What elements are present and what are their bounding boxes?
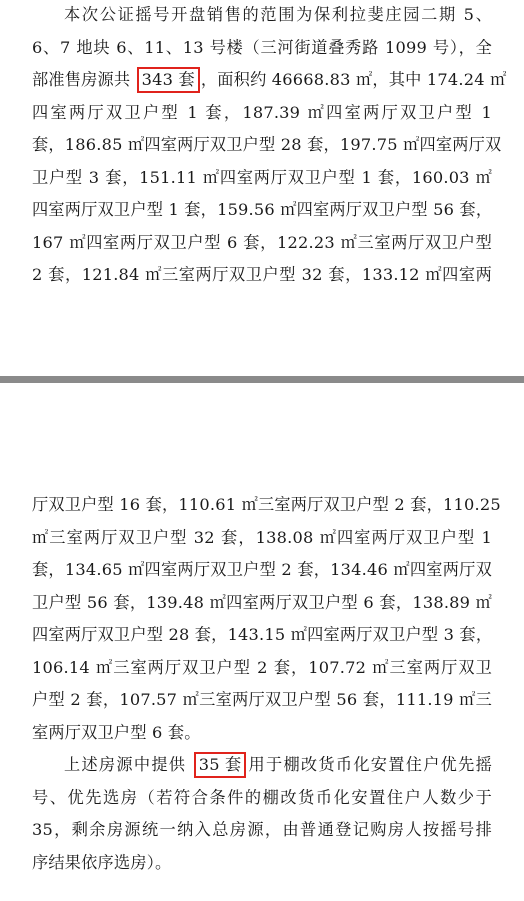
page-break-divider [0, 376, 524, 383]
text-line: ㎡三室两厅双卫户型 32 套，138.08 ㎡四室两厅双卫户型 1 [32, 527, 492, 547]
text-line: 套，186.85 ㎡四室两厅双卫户型 28 套，197.75 ㎡四室两厅双 [32, 135, 502, 154]
paragraph-unit-list-continued [32, 489, 501, 879]
text-line: 序结果依序选房）。 [32, 852, 172, 872]
text-line: 户型 2 套，107.57 ㎡三室两厅双卫户型 56 套，111.19 ㎡三 [32, 690, 492, 709]
text-line: 卫户型 3 套，151.11 ㎡四室两厅双卫户型 1 套，160.03 ㎡ [32, 167, 492, 187]
text-line: 上述房源中提供 35 套 用于棚改货币化安置住户优先摇 [32, 749, 492, 782]
text-line: 厅双卫户型 16 套，110.61 ㎡三室两厅双卫户型 2 套，110.25 [32, 495, 501, 514]
text-line: 卫户型 56 套，139.48 ㎡四室两厅双卫户型 6 套，138.89 ㎡ [32, 592, 492, 612]
text-line: 35，剩余房源统一纳入总房源，由普通登记购房人按摇号排 [32, 820, 492, 839]
document-page-top [0, 0, 524, 376]
text-line: 四室两厅双卫户型 28 套，143.15 ㎡四室两厅双卫户型 3 套， [32, 625, 493, 644]
text-line: 四室两厅双卫户型 1 套，159.56 ㎡四室两厅双卫户型 56 套， [32, 200, 493, 219]
text-line: 四室两厅双卫户型 1 套，187.39 ㎡四室两厅双卫户型 1 [32, 102, 492, 122]
text-line: 套，134.65 ㎡四室两厅双卫户型 2 套，134.46 ㎡四室两厅双 [32, 560, 492, 579]
text-line: 本次公证摇号开盘销售的范围为保利拉斐庄园二期 5、 [64, 5, 492, 24]
text-line: 号、优先选房（若符合条件的棚改货币化安置住户人数少于 [32, 787, 492, 807]
text-line: 106.14 ㎡三室两厅双卫户型 2 套，107.72 ㎡三室两厅双卫 [32, 657, 492, 677]
text-line: 167 ㎡四室两厅双卫户型 6 套，122.23 ㎡三室两厅双卫户型 [32, 232, 492, 252]
text-line: 室两厅双卫户型 6 套。 [32, 722, 201, 742]
text-line: 6、7 地块 6、11、13 号楼（三河街道叠秀路 1099 号），全 [32, 37, 492, 57]
document-page-bottom [0, 383, 524, 901]
highlight-total-units: 343 套 [137, 67, 200, 93]
text-line: 部准售房源共 343 套 ，面积约 46668.83 ㎡，其中 174.24 ㎡ [32, 64, 492, 97]
highlight-priority-units: 35 套 [194, 752, 247, 778]
text-line: 2 套，121.84 ㎡三室两厅双卫户型 32 套，133.12 ㎡四室两 [32, 265, 492, 284]
paragraph-sales-scope [32, 0, 507, 292]
